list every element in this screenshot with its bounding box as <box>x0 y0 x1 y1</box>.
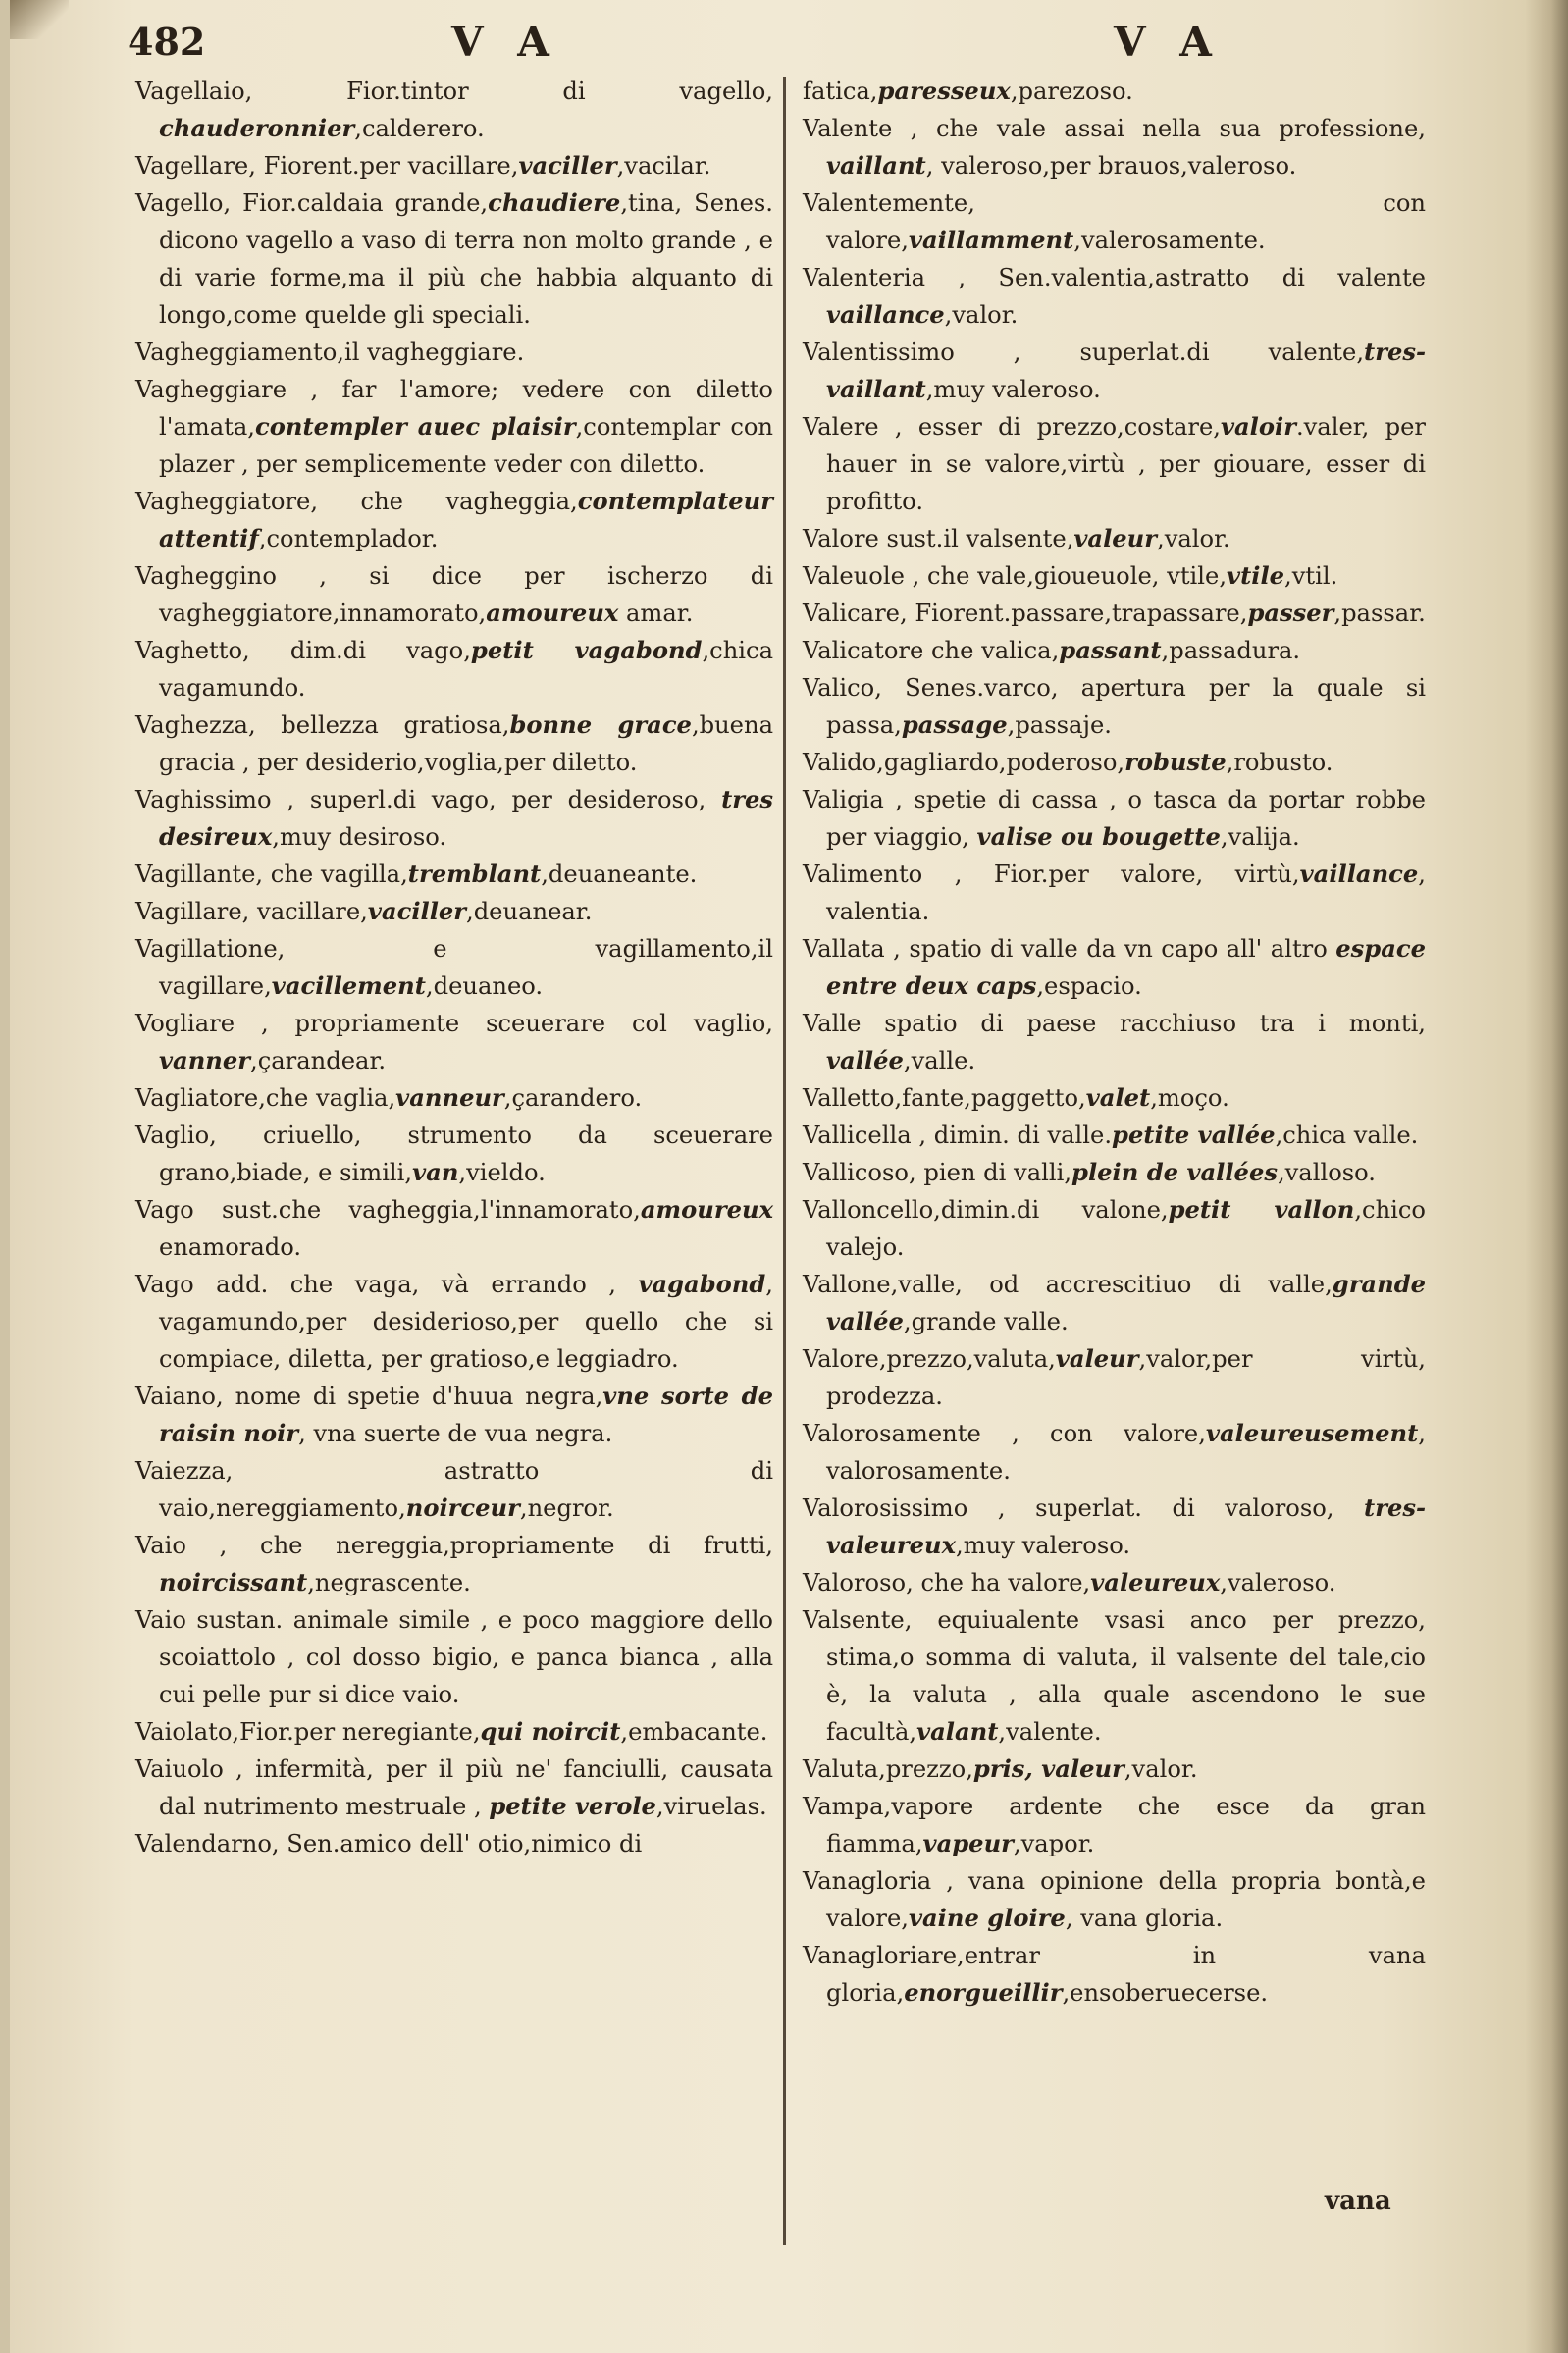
entry-lemma: Valico, <box>803 674 882 702</box>
entry-french: valeureusement <box>1205 1419 1419 1447</box>
entry-french: valise ou bougette <box>976 822 1221 851</box>
dictionary-entry <box>803 1490 1426 1564</box>
running-header <box>10 14 1568 73</box>
entry-spanish: ,contemplador. <box>258 525 439 552</box>
entry-french: vallée <box>826 1046 904 1074</box>
entry-lemma: Vagello, <box>135 189 232 217</box>
entry-lemma: Vallicoso, <box>803 1159 916 1186</box>
entry-spanish: ,muy valeroso. <box>956 1532 1131 1559</box>
entry-gloss: , superl.di vago, per desideroso, <box>271 786 722 813</box>
entry-gloss: vacillare, <box>249 898 368 925</box>
dictionary-entry <box>135 184 773 334</box>
entry-lemma: Vagellaio, <box>135 78 253 105</box>
entry-lemma: Vagheggiamento, <box>135 339 344 366</box>
entry-spanish: , valorosamente. <box>826 1420 1426 1485</box>
entry-gloss: prezzo, <box>885 1755 973 1783</box>
dictionary-entry <box>135 1527 773 1601</box>
dictionary-entry <box>803 1601 1426 1751</box>
entry-lemma: Valletto, <box>803 1084 903 1112</box>
entry-lemma: Vallone, <box>803 1271 899 1298</box>
entry-gloss: , si dice per ischerzo di vagheggiatore,innamorato, <box>159 562 773 627</box>
entry-gloss: il vagheggiare. <box>343 339 525 366</box>
right-running-head: V A <box>1114 18 1222 66</box>
entry-lemma: Vaiano, <box>135 1383 224 1410</box>
dictionary-entry <box>135 856 773 893</box>
entry-spanish: ,valor. <box>944 301 1019 329</box>
entry-french: amoureux <box>640 1195 773 1224</box>
entry-french: vtile <box>1227 561 1285 590</box>
entry-spanish: ,vapor. <box>1013 1830 1095 1857</box>
dictionary-entry <box>803 1117 1426 1154</box>
dictionary-entry <box>135 1378 773 1452</box>
entry-spanish: ,valor,per virtù, prodezza. <box>826 1345 1426 1410</box>
dictionary-entry <box>135 893 773 930</box>
entry-spanish: , vagamundo,per desiderioso,per quello che si compiace, diletta, per gratioso,e leggiadro. <box>159 1271 773 1373</box>
dictionary-entry <box>135 1005 773 1079</box>
dictionary-entry <box>135 1601 773 1713</box>
entry-lemma: Valorosissimo <box>803 1494 968 1522</box>
entry-gloss: che vagheggia, <box>318 488 578 515</box>
entry-spanish: ,valerosamente. <box>1073 227 1266 254</box>
dictionary-entry <box>135 1713 773 1751</box>
entry-gloss: gagliardo,poderoso, <box>883 749 1125 776</box>
entry-spanish: ,çarandear. <box>250 1047 387 1074</box>
entry-gloss: criuello, strumento da sceuerare grano,biade, e simili, <box>159 1122 773 1186</box>
entry-lemma: Valorosamente <box>803 1420 981 1447</box>
entry-french: van <box>412 1158 459 1186</box>
entry-gloss: , infermità, per il più ne' fanciulli, causata dal nutrimento mestruale , <box>159 1755 773 1820</box>
dictionary-entry <box>803 184 1426 259</box>
entry-spanish: ,calderero. <box>354 115 485 142</box>
entry-spanish: ,valija. <box>1220 823 1300 851</box>
entry-french: contempler auec plaisir <box>255 412 576 441</box>
entry-spanish: ,parezoso. <box>1010 78 1133 105</box>
entry-lemma: Valido, <box>803 749 884 776</box>
entry-french: vaillance <box>826 300 945 329</box>
book-page <box>10 0 1568 2353</box>
entry-spanish: ,deuanear. <box>466 898 593 925</box>
entry-lemma: Vanagloria <box>803 1867 932 1895</box>
entry-french: vanner <box>159 1046 251 1074</box>
entry-spanish: amar. <box>618 600 694 627</box>
entry-gloss: , Fior.per valore, virtù, <box>922 861 1300 888</box>
entry-spanish: ,viruelas. <box>655 1793 767 1820</box>
entry-french: vaciller <box>367 897 467 925</box>
entry-lemma: Vaghezza, <box>135 711 256 739</box>
entry-spanish: ,negror. <box>519 1494 614 1522</box>
entry-lemma: Valentissimo <box>803 339 955 366</box>
entry-spanish: ,chico valejo. <box>826 1196 1426 1261</box>
entry-gloss: , dimin. di valle. <box>911 1122 1113 1149</box>
entry-spanish: ,valor. <box>1157 525 1230 552</box>
entry-french: chauderonnier <box>159 114 355 142</box>
column-divider <box>783 77 786 2245</box>
entry-lemma: Vaiezza, <box>135 1457 234 1485</box>
entry-french: petite verole <box>489 1792 656 1820</box>
entry-gloss: , propriamente sceuerare col vaglio, <box>235 1010 773 1037</box>
entry-french: valeur <box>1073 524 1157 552</box>
entry-lemma: Valore, <box>803 1345 887 1373</box>
entry-lemma: Valore <box>803 525 879 552</box>
entry-french: passant <box>1059 636 1162 664</box>
entry-spanish: ,valle. <box>903 1047 976 1074</box>
entry-spanish: ,espacio. <box>1036 972 1142 1000</box>
entry-spanish: ,buena gracia , per desiderio,voglia,per diletto. <box>159 711 773 776</box>
entry-french: tres desireux <box>159 785 773 851</box>
entry-spanish: ,chica valle. <box>1275 1122 1419 1149</box>
entry-lemma: Vagliatore, <box>135 1084 266 1112</box>
entry-lemma: Valente <box>803 115 893 142</box>
entry-gloss: add. che vaga, và errando , <box>193 1271 639 1298</box>
entry-gloss: prezzo,valuta, <box>886 1345 1056 1373</box>
entry-lemma: Vogliare <box>135 1010 235 1037</box>
dictionary-entry <box>135 1751 773 1825</box>
entry-french: tres-valeureux <box>826 1493 1426 1559</box>
entry-french: grande vallée <box>826 1270 1426 1335</box>
dictionary-entry <box>135 1079 773 1117</box>
entry-lemma: Vaiuolo <box>135 1755 224 1783</box>
entry-gloss: sust.il valsente, <box>878 525 1074 552</box>
entry-spanish: .valer, per hauer in se valore,virtù , per giouare, esser di profitto. <box>826 413 1426 515</box>
entry-spanish: ,embacante. <box>620 1718 768 1746</box>
entry-french: petite vallée <box>1112 1121 1276 1149</box>
dictionary-entry <box>803 632 1426 669</box>
entry-gloss: dimin.di valone, <box>940 1196 1169 1224</box>
left-running-head: V A <box>451 18 559 66</box>
entry-spanish: , vana gloria. <box>1065 1905 1224 1932</box>
entry-lemma: Vagheggiare <box>135 376 287 403</box>
book-spine-shadow <box>1525 0 1568 2353</box>
dictionary-entry <box>803 408 1426 520</box>
entry-spanish: ,moço. <box>1150 1084 1229 1112</box>
entry-gloss: che ha valore, <box>913 1569 1091 1596</box>
dictionary-entry <box>135 1452 773 1527</box>
dictionary-entry <box>803 1266 1426 1340</box>
entry-french: enorgueillir <box>904 1978 1063 2007</box>
dictionary-entry <box>803 744 1426 781</box>
entry-spanish: ,valloso. <box>1277 1159 1376 1186</box>
entry-lemma: Vallicella <box>803 1122 912 1149</box>
entry-french: contemplateur attentif <box>159 487 773 552</box>
dictionary-entry <box>135 73 773 147</box>
entry-french: passer <box>1247 599 1334 627</box>
entry-gloss: , che nereggia,propriamente di frutti, <box>185 1532 773 1559</box>
entry-gloss: , Sen.valentia,astratto di valente <box>925 264 1426 291</box>
dictionary-entry <box>135 706 773 781</box>
entry-french: robuste <box>1124 748 1227 776</box>
dictionary-entry <box>803 595 1426 632</box>
entry-french: vaciller <box>518 151 617 180</box>
dictionary-entry <box>803 1415 1426 1490</box>
entry-french: vanneur <box>395 1083 504 1112</box>
entry-lemma: Vaio <box>135 1606 186 1634</box>
entry-french: bonne grace <box>509 710 692 739</box>
entry-french: valoir <box>1220 412 1296 441</box>
entry-french: valant <box>916 1717 999 1746</box>
entry-spanish: ,chica vagamundo. <box>159 637 773 702</box>
entry-french: petit vagabond <box>470 636 703 664</box>
entry-gloss: con valore, <box>826 189 1426 254</box>
entry-french: passage <box>901 710 1008 739</box>
entry-gloss: che vagilla, <box>263 861 408 888</box>
entry-lemma: Vallata <box>803 935 885 963</box>
entry-french: valet <box>1085 1083 1151 1112</box>
entry-gloss: Fior.per neregiante, <box>239 1718 481 1746</box>
entry-gloss: sust.che vagheggia,l'innamorato, <box>193 1196 641 1224</box>
dictionary-entry <box>135 781 773 856</box>
entry-gloss: che valica, <box>923 637 1060 664</box>
dictionary-entry <box>803 1191 1426 1266</box>
entry-spanish: ,valeroso. <box>1220 1569 1336 1596</box>
entry-spanish: ,çarandero. <box>503 1084 643 1112</box>
entry-gloss: , con valore, <box>980 1420 1206 1447</box>
entry-french: petit vallon <box>1168 1195 1355 1224</box>
entry-spanish: ,valente. <box>998 1718 1102 1746</box>
entry-spanish: ,grande valle. <box>903 1308 1069 1335</box>
entry-french: noirceur <box>405 1493 520 1522</box>
entry-french: vapeur <box>922 1829 1014 1857</box>
dictionary-entry <box>803 259 1426 334</box>
left-column <box>135 73 773 1862</box>
dictionary-entry <box>135 371 773 483</box>
dictionary-entry <box>803 781 1426 856</box>
dictionary-entry <box>135 930 773 1005</box>
dictionary-entry <box>803 520 1426 557</box>
entry-lemma: Vaghetto, <box>135 637 250 664</box>
entry-gloss: , che vale,gioueuole, vtile, <box>904 562 1228 590</box>
entry-lemma: Valle <box>803 1010 862 1037</box>
entry-gloss: , superlat.di valente, <box>954 339 1365 366</box>
dictionary-entry <box>803 669 1426 744</box>
dictionary-entry <box>135 1117 773 1191</box>
entry-french: plein de vallées <box>1071 1158 1278 1186</box>
dictionary-entry <box>803 930 1426 1005</box>
entry-spanish: ,passadura. <box>1161 637 1301 664</box>
entry-gloss: , esser di prezzo,costare, <box>878 413 1221 441</box>
entry-lemma: Vampa, <box>803 1793 892 1820</box>
entry-lemma: Valendarno, <box>135 1830 280 1857</box>
dictionary-entry <box>803 73 1426 110</box>
entry-lemma: Valenteria <box>803 264 926 291</box>
entry-lemma: Valere <box>803 413 879 441</box>
entry-spanish: , valeroso,per brauos,valeroso. <box>925 152 1297 180</box>
entry-gloss: sustan. animale simile , e poco maggiore dello scoiattolo , col dosso bigio, e panca bianca , alla cui pelle pur si dice vaio. <box>159 1606 773 1708</box>
dictionary-entry <box>803 1862 1426 1937</box>
entry-lemma: Vago <box>135 1271 194 1298</box>
entry-lemma: Vagillatione, <box>135 935 286 963</box>
entry-french: pris, valeur <box>972 1754 1124 1783</box>
dictionary-entry <box>135 1825 773 1862</box>
dictionary-entry <box>803 1937 1426 2012</box>
entry-lemma: Valloncello, <box>803 1196 941 1224</box>
entry-lemma: Vanagloriare, <box>803 1942 965 1969</box>
dictionary-entry <box>803 1751 1426 1788</box>
entry-spanish: enamorado. <box>159 1233 302 1261</box>
entry-spanish: ,vtil. <box>1284 562 1338 590</box>
entry-spanish: ,muy valeroso. <box>925 376 1101 403</box>
entry-french: valeur <box>1055 1344 1139 1373</box>
entry-french: vagabond <box>638 1270 766 1298</box>
entry-french: vne sorte de raisin noir <box>159 1382 773 1447</box>
entry-lemma: Valigia <box>803 786 884 813</box>
entry-spanish: ,negrascente. <box>307 1569 471 1596</box>
entry-lemma: Valsente, <box>803 1606 913 1634</box>
entry-lemma: Vagillare, <box>135 898 250 925</box>
dictionary-entry <box>803 334 1426 408</box>
entry-spanish: ,robusto. <box>1226 749 1333 776</box>
page-number: 482 <box>128 20 206 64</box>
entry-gloss: , far l'amore; vedere con diletto l'amata, <box>159 376 773 441</box>
entry-lemma: Valicatore <box>803 637 924 664</box>
entry-french: noircissant <box>159 1568 308 1596</box>
entry-spanish: ,valor. <box>1124 1755 1198 1783</box>
entry-lemma: Valuta, <box>803 1755 886 1783</box>
entry-lemma: Vagillante, <box>135 861 264 888</box>
entry-spanish: ,ensoberuecerse. <box>1062 1979 1269 2007</box>
entry-gloss: fante,paggetto, <box>902 1084 1086 1112</box>
entry-lemma: Vagheggiatore, <box>135 488 319 515</box>
entry-spanish: ,muy desiroso. <box>272 823 447 851</box>
entry-french: amoureux <box>486 599 619 627</box>
entry-french: espace entre deux caps <box>826 934 1426 1000</box>
entry-gloss: pien di valli, <box>915 1159 1072 1186</box>
entry-gloss: entrar in vana gloria, <box>826 1942 1426 2007</box>
entry-french: tremblant <box>407 860 542 888</box>
entry-spanish: , vna suerte de vua negra. <box>298 1420 613 1447</box>
entry-gloss: dim.di vago, <box>249 637 471 664</box>
entry-lemma: Vaglio, <box>135 1122 217 1149</box>
entry-gloss: spatio di paese racchiuso tra i monti, <box>861 1010 1426 1037</box>
entry-french: qui noircit <box>480 1717 621 1746</box>
entry-gloss: Fiorent.passare,trapassare, <box>907 600 1248 627</box>
entry-french: chaudiere <box>488 188 621 217</box>
dictionary-entry <box>135 147 773 184</box>
entry-gloss: Senes.varco, apertura per la quale si passa, <box>826 674 1426 739</box>
catchword: vana <box>1325 2186 1391 2216</box>
entry-lemma: Valeuole <box>803 562 905 590</box>
dictionary-entry <box>803 1079 1426 1117</box>
entry-gloss: , vana opinione della propria bontà,e valore, <box>826 1867 1426 1932</box>
entry-french: tres-vaillant <box>826 338 1426 403</box>
dictionary-entry <box>803 1154 1426 1191</box>
entry-french: vaillamment <box>908 226 1074 254</box>
entry-lemma: Vago <box>135 1196 194 1224</box>
entry-french: vaillance <box>1299 860 1419 888</box>
entry-lemma: Vaghissimo <box>135 786 272 813</box>
dictionary-entry <box>803 557 1426 595</box>
entry-spanish: ,passar. <box>1333 600 1426 627</box>
dictionary-entry <box>803 856 1426 930</box>
entry-gloss: Fior.caldaia grande, <box>231 189 489 217</box>
entry-lemma: Valentemente, <box>803 189 975 217</box>
entry-spanish: ,contemplar con plazer , per semplicemente veder con diletto. <box>159 413 774 478</box>
dictionary-entry <box>803 1564 1426 1601</box>
entry-french: vaine gloire <box>908 1904 1066 1932</box>
entry-gloss: valle, od accrescitiuo di valle, <box>898 1271 1333 1298</box>
entry-gloss: nome di spetie d'huua negra, <box>223 1383 603 1410</box>
dictionary-entry <box>803 1788 1426 1862</box>
dictionary-entry <box>135 632 773 706</box>
entry-gloss: vapore ardente che esce da gran fiamma, <box>826 1793 1426 1857</box>
entry-spanish: ,deuaneante. <box>541 861 698 888</box>
dictionary-entry <box>135 483 773 557</box>
entry-gloss: bellezza gratiosa, <box>255 711 510 739</box>
dictionary-entry <box>803 1005 1426 1079</box>
dictionary-entry <box>803 110 1426 184</box>
entry-lemma: Valicare, <box>803 600 908 627</box>
entry-gloss: , che vale assai nella sua professione, <box>892 115 1426 142</box>
entry-gloss: Fiorent.per vacillare, <box>255 152 519 180</box>
entry-spanish: ,deuaneo. <box>425 972 544 1000</box>
entry-lemma: Vagheggino <box>135 562 277 590</box>
dictionary-entry <box>803 1340 1426 1415</box>
entry-french: paresseux <box>877 77 1011 105</box>
entry-gloss: e vagillamento,il vagillare, <box>159 935 773 1000</box>
entry-french: valeureux <box>1090 1568 1221 1596</box>
entry-gloss: Sen.amico dell' otio,nimico di <box>279 1830 643 1857</box>
entry-french: vacillement <box>271 971 426 1000</box>
right-column <box>803 73 1426 2012</box>
entry-spanish: ,vacilar. <box>616 152 711 180</box>
entry-spanish: ,passaje. <box>1007 711 1112 739</box>
entry-spanish: ,tina, Senes. dicono vagello a vaso di terra non molto grande , e di varie forme,ma il più che habbia alquanto di longo,come quelde gli speciali. <box>159 189 773 329</box>
entry-gloss: Fior.tintor di vagello, <box>252 78 773 105</box>
dictionary-entry <box>135 334 773 371</box>
entry-gloss: equiualente vsasi anco per prezzo, stima,o somma di valuta, il valsente del tale,cio è, la valuta , alla quale ascendono le sue facultà, <box>826 1606 1426 1746</box>
entry-gloss: , spetie di cassa , o tasca da portar robbe per viaggio, <box>826 786 1426 851</box>
entry-gloss: che vaglia, <box>265 1084 396 1112</box>
dictionary-entry <box>135 557 773 632</box>
entry-spanish: , valentia. <box>826 861 1426 925</box>
entry-spanish: ,vieldo. <box>458 1159 546 1186</box>
entry-lemma: Valoroso, <box>803 1569 914 1596</box>
entry-gloss: astratto di vaio,nereggiamento, <box>159 1457 773 1522</box>
entry-lemma: Vagellare, <box>135 152 256 180</box>
entry-lemma: Valimento <box>803 861 923 888</box>
entry-lemma: Vaiolato, <box>135 1718 240 1746</box>
dictionary-entry <box>135 1191 773 1266</box>
entry-gloss: , spatio di valle da vn capo all' altro <box>884 935 1336 963</box>
entry-gloss: fatica, <box>803 78 878 105</box>
entry-french: vaillant <box>826 151 926 180</box>
dictionary-entry <box>135 1266 773 1378</box>
entry-gloss: , superlat. di valoroso, <box>967 1494 1365 1522</box>
entry-lemma: Vaio <box>135 1532 186 1559</box>
